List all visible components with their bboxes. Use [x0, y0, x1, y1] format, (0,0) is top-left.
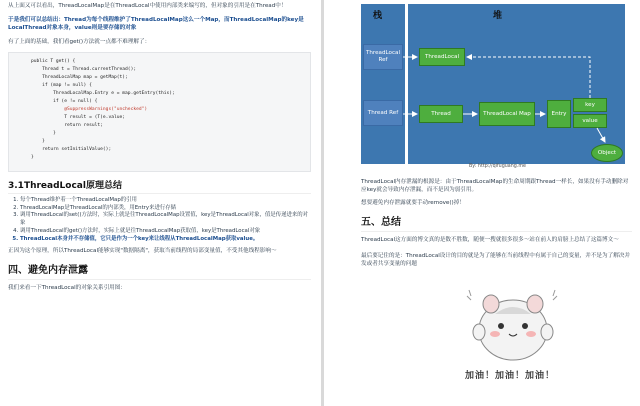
object-box: Object — [591, 144, 623, 162]
arrow-value-object — [597, 128, 605, 142]
section-3-1-heading: 3.1ThreadLocal原理总结 — [8, 178, 311, 194]
left-page — [0, 0, 318, 406]
code-line: if (e != null) { — [31, 99, 98, 104]
list-item: 4. 调用ThreadLocal的get()方法时，实际上就是往ThreadLocalMap获取值，key是ThreadLocal对象 — [20, 228, 311, 236]
get-method-code-block — [8, 52, 311, 172]
list-item: 3. 调用ThreadLocal的set()方法时，实际上就是往ThreadLocalMap设置值，key是ThreadLocal对象，值是传递进来的对象 — [20, 212, 311, 227]
code-line: return result; — [31, 123, 103, 128]
threadlocal-box: ThreadLocal — [419, 48, 465, 66]
code-line: return setInitialValue(); — [31, 147, 112, 152]
code-line: @SuppressWarnings("unchecked") — [31, 107, 148, 112]
reference-diagram — [361, 4, 625, 169]
threadlocal-map-box: ThreadLocal Map — [479, 102, 535, 126]
key-box: key — [573, 98, 607, 112]
list-item: 2. ThreadLocalMap是ThreadLocal的内部类，用Entry来进行存储 — [20, 205, 311, 213]
hamster-sticker — [453, 274, 573, 366]
code-line: ThreadLocalMap map = getMap(t); — [31, 75, 128, 80]
stack-label: 栈 — [373, 11, 383, 21]
code-line: if (map != null) { — [31, 83, 92, 88]
section-5-heading: 五、总结 — [361, 213, 632, 232]
right-page — [327, 0, 640, 406]
code-line: ThreadLocalMap.Entry e = map.getEntry(this); — [31, 91, 175, 96]
summary-paragraph-1: ThreadLocal这方面的博文真的是数不胜数，随便一搜就很多很多～站在前人的肩膀上总结了这篇博文～ — [361, 237, 619, 243]
diagram-credit: By: http://qifuguang.me — [469, 164, 526, 169]
arrow-key-weak-ref — [467, 57, 590, 98]
sticker-caption: 加油！加油！加油！ — [465, 371, 556, 381]
intro-paragraph-1: 从上面又可以看出，ThreadLocalMap是在ThreadLocal中使用内部类来编写的，但对象的引用是在Thread中！ — [8, 3, 287, 9]
code-line: } — [31, 131, 56, 136]
thread-box: Thread — [419, 105, 463, 123]
summary-list — [8, 197, 311, 243]
heap-label: 堆 — [493, 11, 503, 21]
section-4-text: 我们来看一下ThreadLocal的对象关系引用图： — [8, 285, 126, 292]
diagram-arrows — [361, 4, 625, 166]
code-line: } — [31, 155, 34, 160]
page-divider — [321, 0, 324, 406]
code-line: T result = (T)e.value; — [31, 115, 126, 120]
code-line: public T get() { — [31, 59, 76, 64]
intro-paragraph-2: 于是我们可以总结出：Thread为每个线程维护了ThreadLocalMap这么一个Map，而ThreadLocalMap的key是LocalThread对象本身，value则是要存储的对象 — [8, 17, 304, 31]
summary-after-paragraph: 正因为这个原理，所以ThreadLocal能够实现"数据隔离"，获取当前线程的局部变量值，不受其他线程影响～ — [8, 248, 277, 255]
code-line: Thread t = Thread.currentThread(); — [31, 67, 137, 72]
value-box: value — [573, 114, 607, 128]
entry-box: Entry — [547, 100, 571, 128]
section-4-heading: 四、避免内存泄露 — [8, 261, 311, 280]
remove-tip-paragraph: 想要避免内存泄露就要手动remove()掉！ — [361, 200, 465, 206]
summary-paragraph-2: 最后要记住的是：ThreadLocal设计的目的就是为了能够在当前线程中有属于自己的变量，并不是为了解决并发或者共享变量的问题 — [361, 253, 630, 267]
hamster-illustration — [453, 274, 573, 366]
leak-cause-paragraph: ThreadLocal内存泄漏的根源是：由于ThreadLocalMap的生命周期跟Thread一样长，如果没有手动删除对应key就会导致内存泄漏，而不是因为弱引用。 — [361, 179, 629, 193]
list-item: 5. ThreadLocal本身并不存储值，它只是作为一个key来让线程从ThreadLocalMap获取value。 — [20, 236, 311, 244]
threadlocal-ref-box: ThreadLocal Ref — [363, 44, 403, 70]
list-item: 1. 每个Thread维护着一个ThreadLocalMap的引用 — [20, 197, 311, 205]
intro-paragraph-3: 有了上面的基础，我们看get()方法就一点都不难理解了： — [8, 39, 151, 45]
thread-ref-box: Thread Ref — [363, 100, 403, 126]
code-line: } — [31, 139, 45, 144]
